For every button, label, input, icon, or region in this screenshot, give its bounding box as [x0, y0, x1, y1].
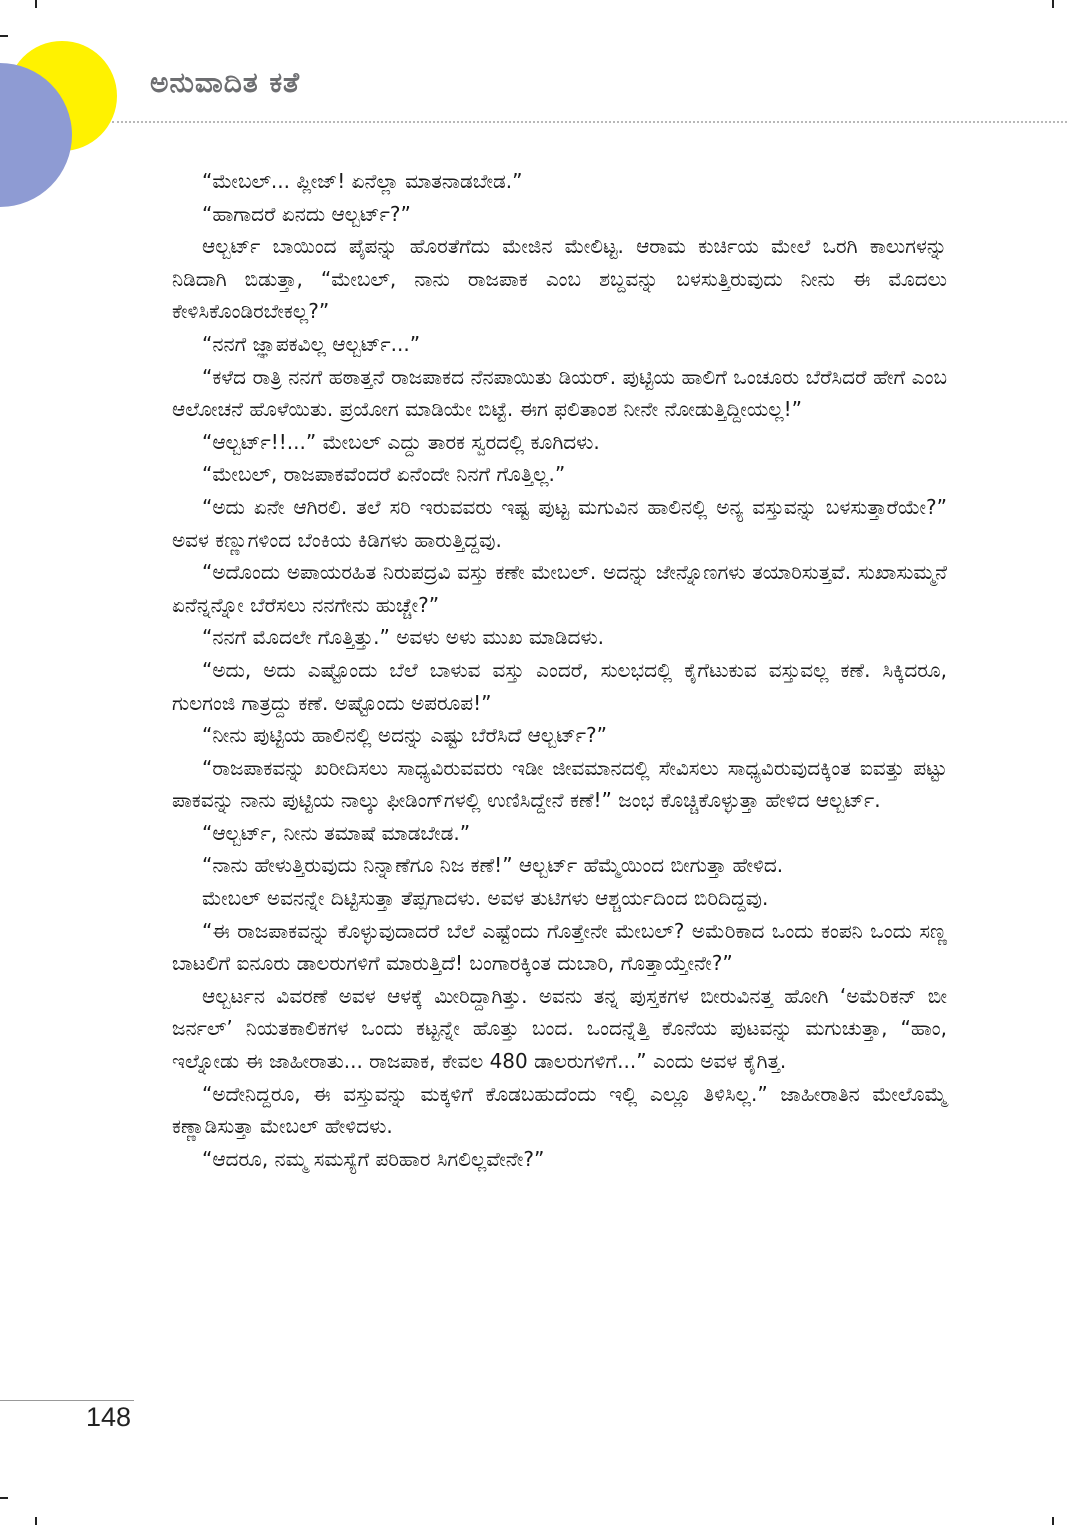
page-number: 148	[86, 1402, 132, 1432]
paragraph: “ಕಳೆದ ರಾತ್ರಿ ನನಗೆ ಹಠಾತ್ತನೆ ರಾಜಪಾಕದ ನೆನಪಾಯಿತು ಡಿಯರ್. ಪುಟ್ಟಿಯ ಹಾಲಿಗೆ ಒಂಚೂರು ಬೆರೆಸಿದರೆ ಹೇಗೆ ಎಂಬ ಆಲೋಚನೆ ಹೊಳೆಯಿತು. ಪ್ರಯೋಗ ಮಾಡಿಯೇ ಬಿಟ್ಟೆ. ಈಗ ಫಲಿತಾಂಶ ನೀನೇ ನೋಡುತ್ತಿದ್ದೀಯಲ್ಲ!”	[172, 364, 947, 422]
crop-mark	[35, 1517, 37, 1525]
paragraph: “ಮೇಬಲ್, ರಾಜಪಾಕವೆಂದರೆ ಏನೆಂದೇ ನಿನಗೆ ಗೊತ್ತಿಲ್ಲ.”	[202, 462, 566, 487]
paragraph: “ಅದು, ಅದು ಎಷ್ಟೊಂದು ಬೆಲೆ ಬಾಳುವ ವಸ್ತು ಎಂದರೆ, ಸುಲಭದಲ್ಲಿ ಕೈಗೆಟುಕುವ ವಸ್ತುವಲ್ಲ ಕಣೆ. ಸಿಕ್ಕಿದರೂ, ಗುಲಗಂಜಿ ಗಾತ್ರದ್ದು ಕಣೆ. ಅಷ್ಟೊಂದು ಅಪರೂಪ!”	[172, 657, 947, 715]
crop-mark	[0, 1497, 8, 1499]
paragraph: ಮೇಬಲ್ ಅವನನ್ನೇ ದಿಟ್ಟಿಸುತ್ತಾ ತೆಪ್ಪಗಾದಳು. ಅವಳ ತುಟಿಗಳು ಆಶ್ಚರ್ಯದಿಂದ ಬಿರಿದಿದ್ದವು.	[202, 886, 769, 911]
story-body	[172, 165, 947, 1175]
footer-rule	[0, 1400, 134, 1401]
paragraph: “ನನಗೆ ಜ್ಞಾಪಕವಿಲ್ಲ ಆಲ್ಬರ್ಟ್...”	[202, 331, 421, 356]
paragraph: “ನೀನು ಪುಟ್ಟಿಯ ಹಾಲಿನಲ್ಲಿ ಅದನ್ನು ಎಷ್ಟು ಬೆರೆಸಿದೆ ಆಲ್ಬರ್ಟ್?”	[202, 723, 608, 748]
header-dotted-rule	[112, 121, 1067, 123]
paragraph: “ಈ ರಾಜಪಾಕವನ್ನು ಕೊಳ್ಳುವುದಾದರೆ ಬೆಲೆ ಎಷ್ಟೆಂದು ಗೊತ್ತೇನೇ ಮೇಬಲ್? ಅಮೆರಿಕಾದ ಒಂದು ಕಂಪನಿ ಒಂದು ಸಣ್ಣ ಬಾಟಲಿಗೆ ಐನೂರು ಡಾಲರುಗಳಿಗೆ ಮಾರುತ್ತಿದೆ! ಬಂಗಾರಕ್ಕಿಂತ ದುಬಾರಿ, ಗೊತ್ತಾಯ್ತೇನೇ?”	[172, 918, 947, 976]
paragraph: “ಮೇಬಲ್... ಪ್ಲೀಜ್! ಏನೆಲ್ಲಾ ಮಾತನಾಡಬೇಡ.”	[202, 169, 523, 193]
paragraph: “ರಾಜಪಾಕವನ್ನು ಖರೀದಿಸಲು ಸಾಧ್ಯವಿರುವವರು ಇಡೀ ಜೀವಮಾನದಲ್ಲಿ ಸೇವಿಸಲು ಸಾಧ್ಯವಿರುವುದಕ್ಕಿಂತ ಐವತ್ತು ಪಟ್ಟು ಪಾಕವನ್ನು ನಾನು ಪುಟ್ಟಿಯ ನಾಲ್ಕು ಫೀಡಿಂಗ್‌ಗಳಲ್ಲಿ ಉಣಿಸಿದ್ದೇನೆ ಕಣೆ!” ಜಂಭ ಕೊಚ್ಚಿಕೊಳ್ಳುತ್ತಾ ಹೇಳಿದ ಆಲ್ಬರ್ಟ್.	[172, 755, 947, 813]
paragraph: “ಆದರೂ, ನಮ್ಮ ಸಮಸ್ಯೆಗೆ ಪರಿಹಾರ ಸಿಗಲಿಲ್ಲವೇನೇ?”	[202, 1146, 545, 1171]
paragraph: “ಹಾಗಾದರೆ ಏನದು ಆಲ್ಬರ್ಟ್?”	[202, 201, 411, 226]
paragraph: “ಅದು ಏನೇ ಆಗಿರಲಿ. ತಲೆ ಸರಿ ಇರುವವರು ಇಷ್ಟ ಪುಟ್ಟ ಮಗುವಿನ ಹಾಲಿನಲ್ಲಿ ಅನ್ಯ ವಸ್ತುವನ್ನು ಬಳಸುತ್ತಾರೆಯೇ?” ಅವಳ ಕಣ್ಣುಗಳಿಂದ ಬೆಂಕಿಯ ಕಿಡಿಗಳು ಹಾರುತ್ತಿದ್ದವು.	[172, 494, 947, 552]
paragraph: “ನಾನು ಹೇಳುತ್ತಿರುವುದು ನಿನ್ನಾಣೆಗೂ ನಿಜ ಕಣೆ!” ಆಲ್ಬರ್ಟ್ ಹೆಮ್ಮೆಯಿಂದ ಬೀಗುತ್ತಾ ಹೇಳಿದ.	[202, 853, 784, 878]
paragraph: ಆಲ್ಬರ್ಟನ ವಿವರಣೆ ಅವಳ ಆಳಕ್ಕೆ ಮೀರಿದ್ದಾಗಿತ್ತು. ಅವನು ತನ್ನ ಪುಸ್ತಕಗಳ ಬೀರುವಿನತ್ತ ಹೋಗಿ ‘ಅಮೆರಿಕನ್ ಬೀ ಜರ್ನಲ್’ ನಿಯತಕಾಲಿಕಗಳ ಒಂದು ಕಟ್ಟನ್ನೇ ಹೊತ್ತು ಬಂದ. ಒಂದನ್ನೆತ್ತಿ ಕೊನೆಯ ಪುಟವನ್ನು ಮಗುಚುತ್ತಾ, “ಹಾಂ, ಇಲ್ನೋಡು ಈ ಜಾಹೀರಾತು... ರಾಜಪಾಕ, ಕೇವಲ 480 ಡಾಲರುಗಳಿಗೆ...” ಎಂದು ಅವಳ ಕೈಗಿತ್ತ.	[172, 983, 947, 1074]
paragraph: “ಆಲ್ಬರ್ಟ್!!...” ಮೇಬಲ್ ಎದ್ದು ತಾರಕ ಸ್ವರದಲ್ಲಿ ಕೂಗಿದಳು.	[202, 429, 600, 454]
paragraph: “ಅದೊಂದು ಅಪಾಯರಹಿತ ನಿರುಪದ್ರವಿ ವಸ್ತು ಕಣೇ ಮೇಬಲ್. ಅದನ್ನು ಜೇನ್ನೊಣಗಳು ತಯಾರಿಸುತ್ತವೆ. ಸುಖಾಸುಮ್ಮನೆ ಏನೆನ್ನನ್ನೋ ಬೆರೆಸಲು ನನಗೇನು ಹುಚ್ಚೇ?”	[172, 560, 947, 617]
section-title: ಅನುವಾದಿತ ಕತೆ	[150, 66, 301, 99]
decorative-circles	[0, 0, 130, 210]
crop-mark	[1052, 1517, 1054, 1525]
paragraph: “ಅದೇನಿದ್ದರೂ, ಈ ವಸ್ತುವನ್ನು ಮಕ್ಕಳಿಗೆ ಕೊಡಬಹುದೆಂದು ಇಲ್ಲಿ ಎಲ್ಲೂ ತಿಳಿಸಿಲ್ಲ.” ಜಾಹೀರಾತಿನ ಮೇಲೊಮ್ಮೆ ಕಣ್ಣಾಡಿಸುತ್ತಾ ಮೇಬಲ್ ಹೇಳಿದಳು.	[172, 1081, 947, 1139]
paragraph: ಆಲ್ಬರ್ಟ್ ಬಾಯಿಂದ ಪೈಪನ್ನು ಹೊರತೆಗೆದು ಮೇಜಿನ ಮೇಲಿಟ್ಟ. ಆರಾಮ ಕುರ್ಚಿಯ ಮೇಲೆ ಒರಗಿ ಕಾಲುಗಳನ್ನು ನಿಡಿದಾಗಿ ಬಿಡುತ್ತಾ, “ಮೇಬಲ್, ನಾನು ರಾಜಪಾಕ ಎಂಬ ಶಬ್ದವನ್ನು ಬಳಸುತ್ತಿರುವುದು ನೀನು ಈ ಮೊದಲು ಕೇಳಿಸಿಕೊಂಡಿರಬೇಕಲ್ಲ?”	[172, 234, 947, 324]
paragraph: “ಆಲ್ಬರ್ಟ್, ನೀನು ತಮಾಷೆ ಮಾಡಬೇಡ.”	[202, 820, 471, 845]
crop-mark	[1052, 0, 1054, 8]
paragraph: “ನನಗೆ ಮೊದಲೇ ಗೊತ್ತಿತ್ತು.” ಅವಳು ಅಳು ಮುಖ ಮಾಡಿದಳು.	[202, 625, 605, 650]
